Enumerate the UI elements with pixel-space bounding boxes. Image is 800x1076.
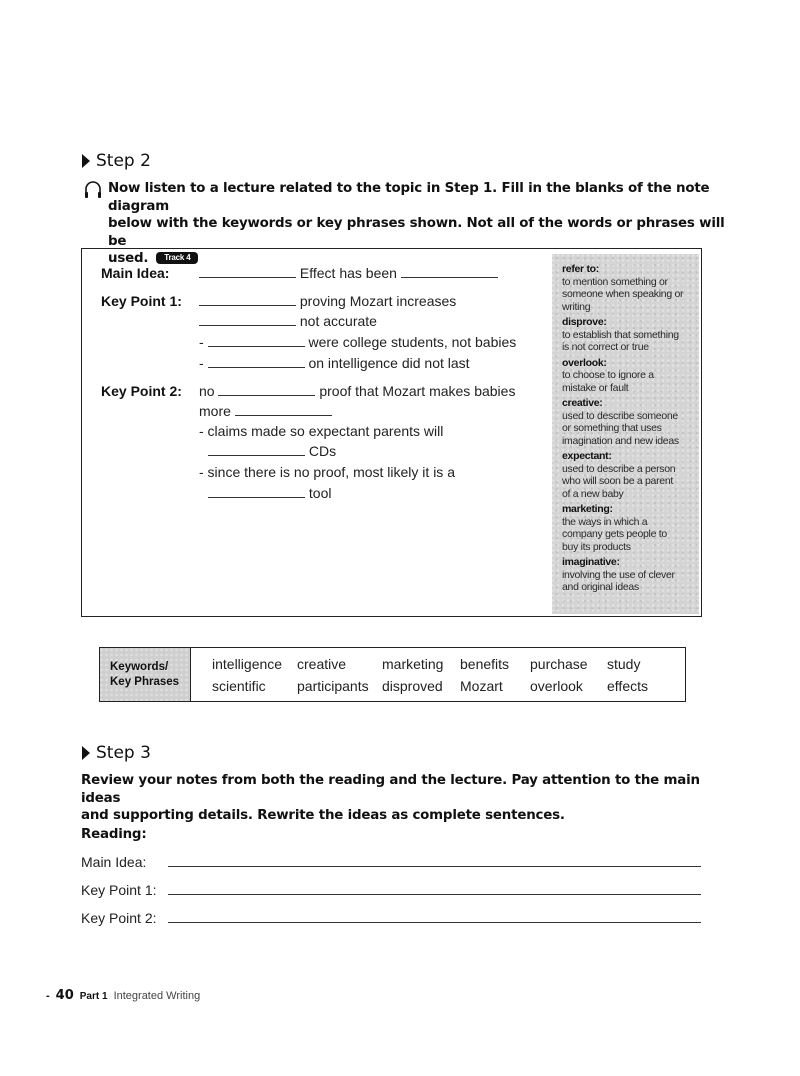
blank-field[interactable] [199,267,296,278]
key-point-2-line4 [208,443,336,459]
note-text: Effect has been [299,265,397,281]
glossary-definition: who will soon be a parent [562,475,673,487]
blank-field[interactable] [235,405,332,416]
keyword[interactable]: participants [297,678,369,694]
step2-heading [82,151,151,171]
key-point-1-line4 [199,355,470,371]
triangle-bullet-icon [82,746,90,760]
glossary-definition: writing [562,300,591,313]
key-point-2-line5: - since there is no proof, most likely it is a [199,464,455,480]
note-text: not accurate [299,313,377,329]
glossary-definition: mistake or fault [562,381,629,394]
note-text: on intelligence did not last [308,355,470,371]
page-number: 40 [55,988,74,1003]
glossary-term: marketing: [562,503,613,515]
blank-field[interactable] [208,445,305,456]
footer-part: Part 1 [79,991,108,1002]
main-idea-field[interactable] [168,866,701,867]
glossary-definition: used to describe someone [562,409,678,422]
key-point-1-field-label: Key Point 1: [81,882,157,898]
step2-title: Step 2 [96,151,151,171]
keyword[interactable]: creative [297,656,347,672]
keyword[interactable]: Mozart [460,678,503,694]
glossary-term: overlook: [562,356,607,369]
step3-instructions [81,772,721,825]
note-text: were college students, not babies [308,334,517,350]
track-badge[interactable]: Track 4 [156,252,198,264]
step3-heading [82,743,151,763]
note-text: CDs [308,443,337,459]
glossary-definition: involving the use of clever [562,568,675,581]
key-point-1-line2 [199,313,377,329]
triangle-bullet-icon [82,154,90,168]
note-text: more [199,403,231,419]
keywords-grid [191,648,685,701]
keyword[interactable]: study [607,656,641,672]
glossary-definition: imagination and new ideas [562,434,679,447]
instructions-line: Review your notes from both the reading and the lecture. Pay attention to the main ideas [81,773,700,806]
glossary-term: imaginative: [562,556,620,568]
key-point-2-field[interactable] [168,922,701,923]
blank-field[interactable] [208,336,305,347]
step3-title: Step 3 [96,743,151,763]
keyword[interactable]: benefits [460,656,510,672]
key-point-2-field-label: Key Point 2: [81,910,157,926]
blank-field[interactable] [199,315,296,326]
key-point-2-line3: - claims made so expectant parents will [199,423,444,439]
glossary-definition: to mention something or [562,275,668,288]
main-idea-field-label: Main Idea: [81,854,147,870]
keyword[interactable]: effects [607,678,648,694]
glossary-definition: is not correct or true [562,341,649,353]
key-point-2-line1 [199,383,515,399]
glossary-definition: the ways in which a [562,515,648,528]
key-point-1-label: Key Point 1: [101,293,182,309]
glossary-definition: company gets people to [562,528,667,540]
key-point-1-line3 [199,334,516,350]
glossary-term: expectant: [562,450,612,462]
instructions-line: and supporting details. Rewrite the ideas as complete sentences. [81,808,565,823]
key-point-2-line6 [208,485,331,501]
key-point-2-line2 [199,403,332,419]
main-idea-line [199,265,498,281]
keyword[interactable]: marketing [382,656,444,672]
glossary-definition: used to describe a person [562,462,676,475]
glossary-definition: or something that uses [562,422,662,434]
glossary-panel [552,254,699,614]
glossary-definition: buy its products [562,540,631,553]
note-text: no [199,383,215,399]
glossary-definition: to choose to ignore a [562,369,654,381]
footer-dash: - [46,990,50,1002]
key-point-1-field[interactable] [168,894,701,895]
glossary-definition: someone when speaking or [562,288,684,300]
keyword[interactable]: purchase [530,656,588,672]
glossary-definition: to establish that something [562,328,679,341]
instructions-text: used. [108,251,149,266]
keywords-table [99,647,686,702]
instructions-line: Now listen to a lecture related to the topic in Step 1. Fill in the blanks of the note diagram [108,181,710,214]
note-text: proving Mozart increases [299,293,457,309]
keywords-label-line: Key Phrases [110,675,180,688]
glossary-term: refer to: [562,263,599,275]
blank-field[interactable] [208,357,305,368]
keywords-label-line: Keywords/ [110,660,169,673]
glossary-definition: and original ideas [562,581,639,593]
glossary-term: disprove: [562,316,607,328]
key-point-1-line1 [199,293,456,309]
footer-section: Integrated Writing [113,990,201,1002]
blank-field[interactable] [218,385,315,396]
keyword[interactable]: scientific [212,678,266,694]
dash-bullet: - [199,355,204,371]
glossary-definition: of a new baby [562,487,624,500]
reading-section-label: Reading: [81,827,147,842]
glossary-term: creative: [562,397,603,409]
dash-bullet: - [199,334,204,350]
keyword[interactable]: intelligence [212,656,283,672]
key-point-2-label: Key Point 2: [101,383,182,399]
blank-field[interactable] [208,487,305,498]
keyword[interactable]: disproved [382,678,443,694]
page-footer [46,988,200,1003]
main-idea-label: Main Idea: [101,265,170,281]
keyword[interactable]: overlook [530,678,583,694]
blank-field[interactable] [199,295,296,306]
headphones-icon [84,180,102,200]
note-text: proof that Mozart makes babies [319,383,516,399]
keywords-label [100,648,191,701]
instructions-line: below with the keywords or key phrases shown. Not all of the words or phrases will be [108,216,725,249]
note-text: tool [308,485,332,501]
blank-field[interactable] [401,267,498,278]
